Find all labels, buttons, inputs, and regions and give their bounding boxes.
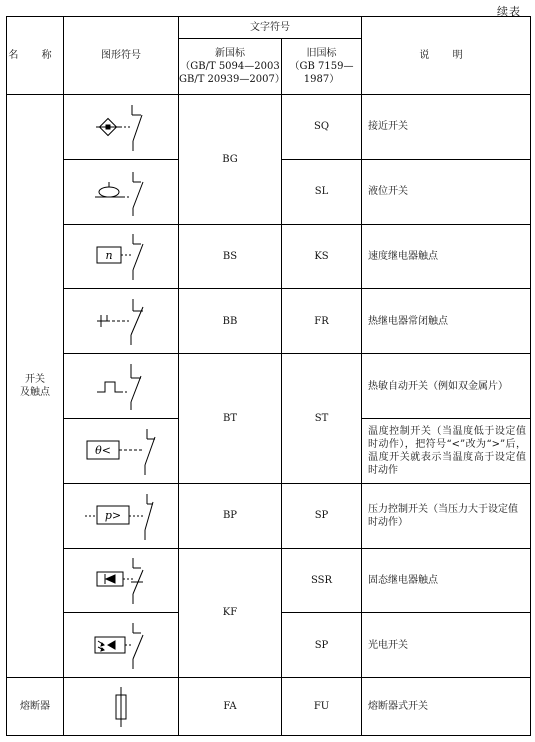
description: 热继电器常闭触点 <box>362 289 531 354</box>
header-symbol: 图形符号 <box>64 17 179 95</box>
description: 热敏自动开关（例如双金属片） <box>362 354 531 419</box>
code-old: SSR <box>282 548 362 613</box>
code-new-kf: KF <box>179 548 282 678</box>
solid-state-relay-contact-icon <box>64 548 179 613</box>
table-row <box>7 289 531 354</box>
description: 温度控制开关（当温度低于设定值时动作），把符号“<”改为“>”后，温度开关就表示当温度高于设定值时动作 <box>362 418 531 483</box>
thermal-auto-switch-icon <box>64 354 179 419</box>
code-old: SP <box>282 483 362 548</box>
code-old: SP <box>282 613 362 678</box>
code-old: FU <box>282 678 362 736</box>
speed-symbol-text: n <box>105 249 113 263</box>
code-new-bt: BT <box>179 354 282 484</box>
header-letter-code: 文字符号 <box>179 17 362 39</box>
temperature-switch-icon <box>64 418 179 483</box>
photoelectric-switch-icon <box>64 613 179 678</box>
description: 光电开关 <box>362 613 531 678</box>
continuation-label: 续表 <box>497 5 521 18</box>
pressure-symbol-text: p> <box>104 508 122 522</box>
temperature-symbol-text: θ< <box>95 443 111 457</box>
pressure-switch-icon <box>64 483 179 548</box>
code-new: FA <box>179 678 282 736</box>
description: 液位开关 <box>362 159 531 224</box>
description: 压力控制开关（当压力大于设定值时动作） <box>362 483 531 548</box>
code-old: FR <box>282 289 362 354</box>
description: 接近开关 <box>362 94 531 159</box>
description: 速度继电器触点 <box>362 224 531 289</box>
proximity-switch-icon <box>64 94 179 159</box>
code-new-bg: BG <box>179 94 282 224</box>
code-new: BS <box>179 224 282 289</box>
description: 熔断器式开关 <box>362 678 531 736</box>
table-row <box>7 483 531 548</box>
table-row <box>7 354 531 419</box>
header-description: 说 明 <box>362 17 531 95</box>
header-name: 名 称 <box>7 17 64 95</box>
code-old: SQ <box>282 94 362 159</box>
code-old-st: ST <box>282 354 362 484</box>
group-name-switch: 开关 及触点 <box>7 94 64 677</box>
code-new: BP <box>179 483 282 548</box>
description: 固态继电器触点 <box>362 548 531 613</box>
table-row <box>7 548 531 613</box>
speed-relay-contact-icon <box>64 224 179 289</box>
thermal-relay-nc-contact-icon <box>64 289 179 354</box>
code-old: SL <box>282 159 362 224</box>
code-old: KS <box>282 224 362 289</box>
table-row <box>7 94 531 159</box>
table-row <box>7 224 531 289</box>
group-name-fuse: 熔断器 <box>7 678 64 736</box>
header-row-1 <box>7 17 531 39</box>
header-new-std: 新国标 （GB/T 5094—2003 GB/T 20939—2007） <box>179 39 282 95</box>
code-new: BB <box>179 289 282 354</box>
symbol-table <box>6 16 531 736</box>
table-row <box>7 678 531 736</box>
level-switch-icon <box>64 159 179 224</box>
header-old-std: 旧国标 （GB 7159— 1987） <box>282 39 362 95</box>
fuse-switch-icon <box>64 678 179 736</box>
